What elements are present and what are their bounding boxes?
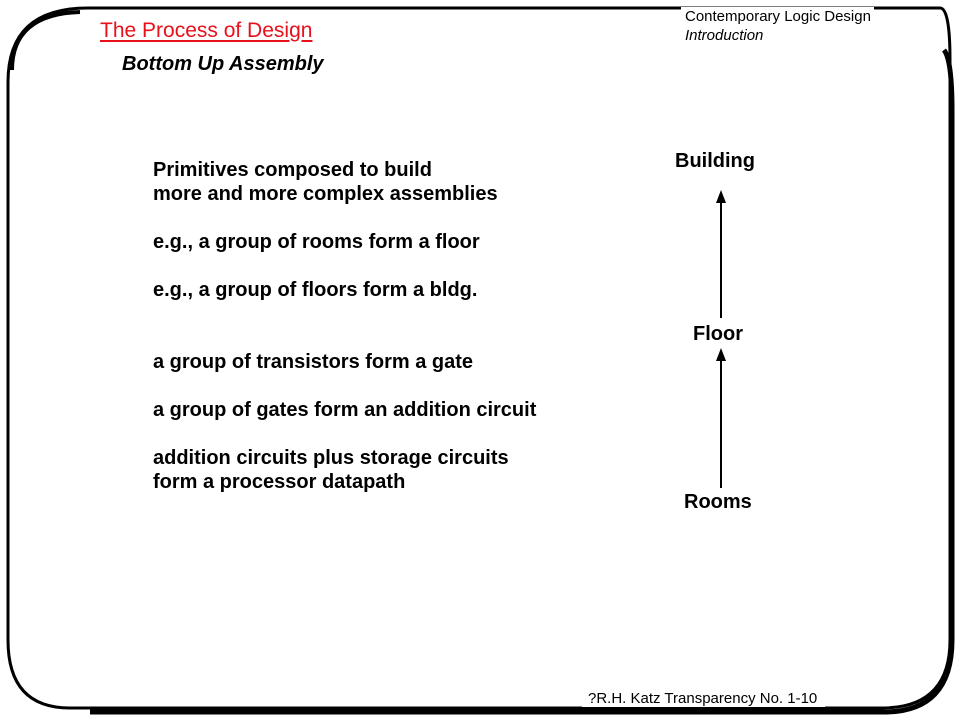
arrow-floor-to-building (716, 190, 726, 318)
bullet-gates-addition: a group of gates form an addition circuit (153, 399, 537, 421)
label-building: Building (675, 150, 755, 172)
bullet-datapath-line1: addition circuits plus storage circuits (153, 447, 509, 469)
bullet-primitives-line1: Primitives composed to build (153, 159, 432, 181)
bullet-rooms-floor: e.g., a group of rooms form a floor (153, 231, 480, 253)
chapter-name: Introduction (685, 27, 764, 44)
label-floor: Floor (693, 323, 743, 345)
label-rooms: Rooms (684, 491, 752, 513)
bullet-datapath-line2: form a processor datapath (153, 471, 406, 493)
slide-title: The Process of Design (100, 19, 313, 42)
course-header (681, 7, 874, 45)
bullet-list (153, 158, 536, 494)
bullet-primitives-line2: more and more complex assemblies (153, 183, 498, 205)
course-name: Contemporary Logic Design (685, 8, 871, 25)
bullet-floors-bldg: e.g., a group of floors form a bldg. (153, 279, 478, 301)
footer-credit: ?R.H. Katz Transparency No. 1-10 (582, 690, 825, 707)
arrow-rooms-to-floor (716, 348, 726, 488)
slide-subtitle: Bottom Up Assembly (122, 53, 324, 75)
bullet-transistors-gate: a group of transistors form a gate (153, 351, 474, 373)
